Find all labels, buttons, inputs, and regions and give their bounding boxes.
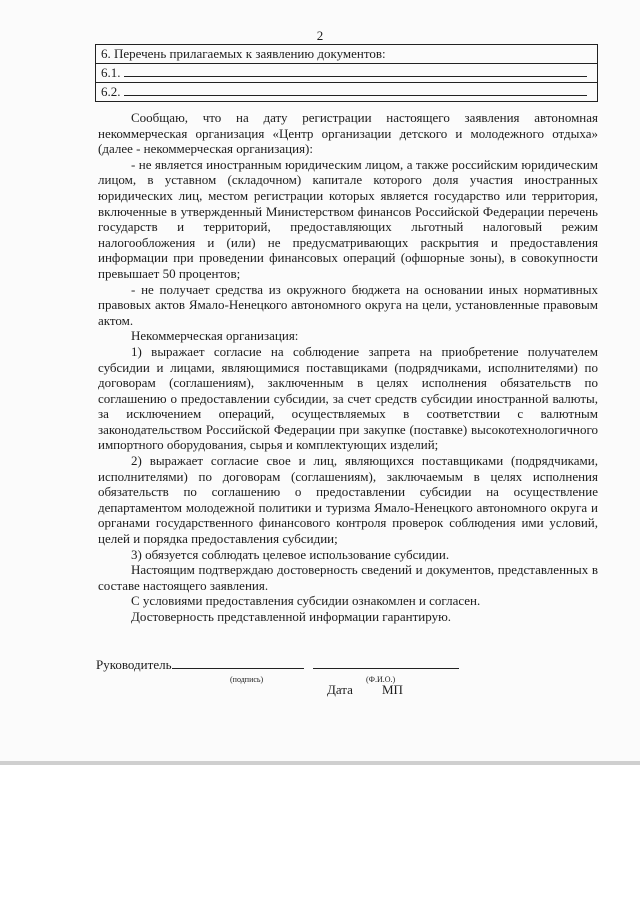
body-paragraph: 1) выражает согласие на соблюдение запрета на приобретение получателем субсидии и лицами, являющимися поставщиками (подрядчиками, исполнителями) по договорам (соглашениям), заключенным в целях исполнения обязательств по соглашению о предоставлении субсидии, за счет средств субсидии иностранной валюты, за исключением операций, осуществляемых в соответствии с валютным законодательством Российской Федерации при закупке (поставке) высокотехнологичного импортного оборудования, сырья и комплектующих изделий;	[98, 343, 598, 453]
documents-row-blank	[124, 65, 587, 77]
statement-body	[98, 110, 598, 625]
documents-table-row	[96, 63, 597, 82]
date-label: Дата	[327, 682, 353, 697]
page-number: 2	[316, 28, 324, 43]
name-caption: (Ф.И.О.)	[366, 675, 396, 684]
signature-label: Руководитель	[96, 657, 172, 672]
body-paragraph: Достоверность представленной информации гарантирую.	[131, 609, 452, 624]
documents-row-blank	[124, 84, 587, 96]
stamp-label: МП	[382, 682, 403, 697]
documents-table-row	[96, 82, 597, 101]
body-paragraph: - не получает средства из окружного бюджета на основании иных нормативных правовых актов Ямало-Ненецкого автономного округа на цели, установленные правовым актом.	[98, 281, 598, 328]
body-paragraph: - не является иностранным юридическим лицом, а также российским юридическим лицом, в уставном (складочном) капитале которого доля участия иностранных юридических лиц, местом регистрации которых является государство или территория, включенные в утвержденный Министерством финансов Российской Федерации перечень государств и территорий, предоставляющих льготный налоговый режим налогообложения и (или) не предусматривающих раскрытия и предоставления информации при проведении финансовых операций (офшорные зоны), в совокупности превышает 50 процентов;	[98, 156, 598, 281]
body-paragraph: С условиями предоставления субсидии ознакомлен и согласен.	[131, 593, 481, 609]
documents-table	[95, 44, 598, 102]
documents-row-number: 6.2.	[101, 84, 121, 99]
signature-line	[96, 657, 516, 673]
signature-blank	[172, 657, 304, 669]
body-paragraph: 3) обязуется соблюдать целевое использование субсидии.	[131, 546, 450, 562]
body-paragraph: Сообщаю, что на дату регистрации настоящего заявления автономная некоммерческая организация «Центр организации детского и молодежного отдыха» (далее - некоммерческая организация):	[98, 110, 598, 157]
body-paragraph: Настоящим подтверждаю достоверность сведений и документов, представленных в составе настоящего заявления.	[98, 562, 598, 593]
documents-row-number: 6.1.	[101, 65, 121, 80]
body-paragraph: 2) выражает согласие свое и лиц, являющихся поставщиками (подрядчиками, исполнителями) по договорам (соглашениям), заключаемым в целях исполнения обязательств по соглашению о предоставлении субсидии на осуществление департаментом молодежной политики и туризма Ямало-Ненецкого автономного округа и органами государственного финансового контроля проверок соблюдения ими условий, целей и порядка предоставления субсидии;	[98, 453, 598, 547]
signature-block	[96, 657, 516, 673]
documents-table-heading: 6. Перечень прилагаемых к заявлению документов:	[101, 46, 386, 61]
name-blank	[313, 657, 459, 669]
signature-caption: (подпись)	[230, 675, 264, 684]
body-paragraph: Некоммерческая организация:	[131, 328, 299, 344]
